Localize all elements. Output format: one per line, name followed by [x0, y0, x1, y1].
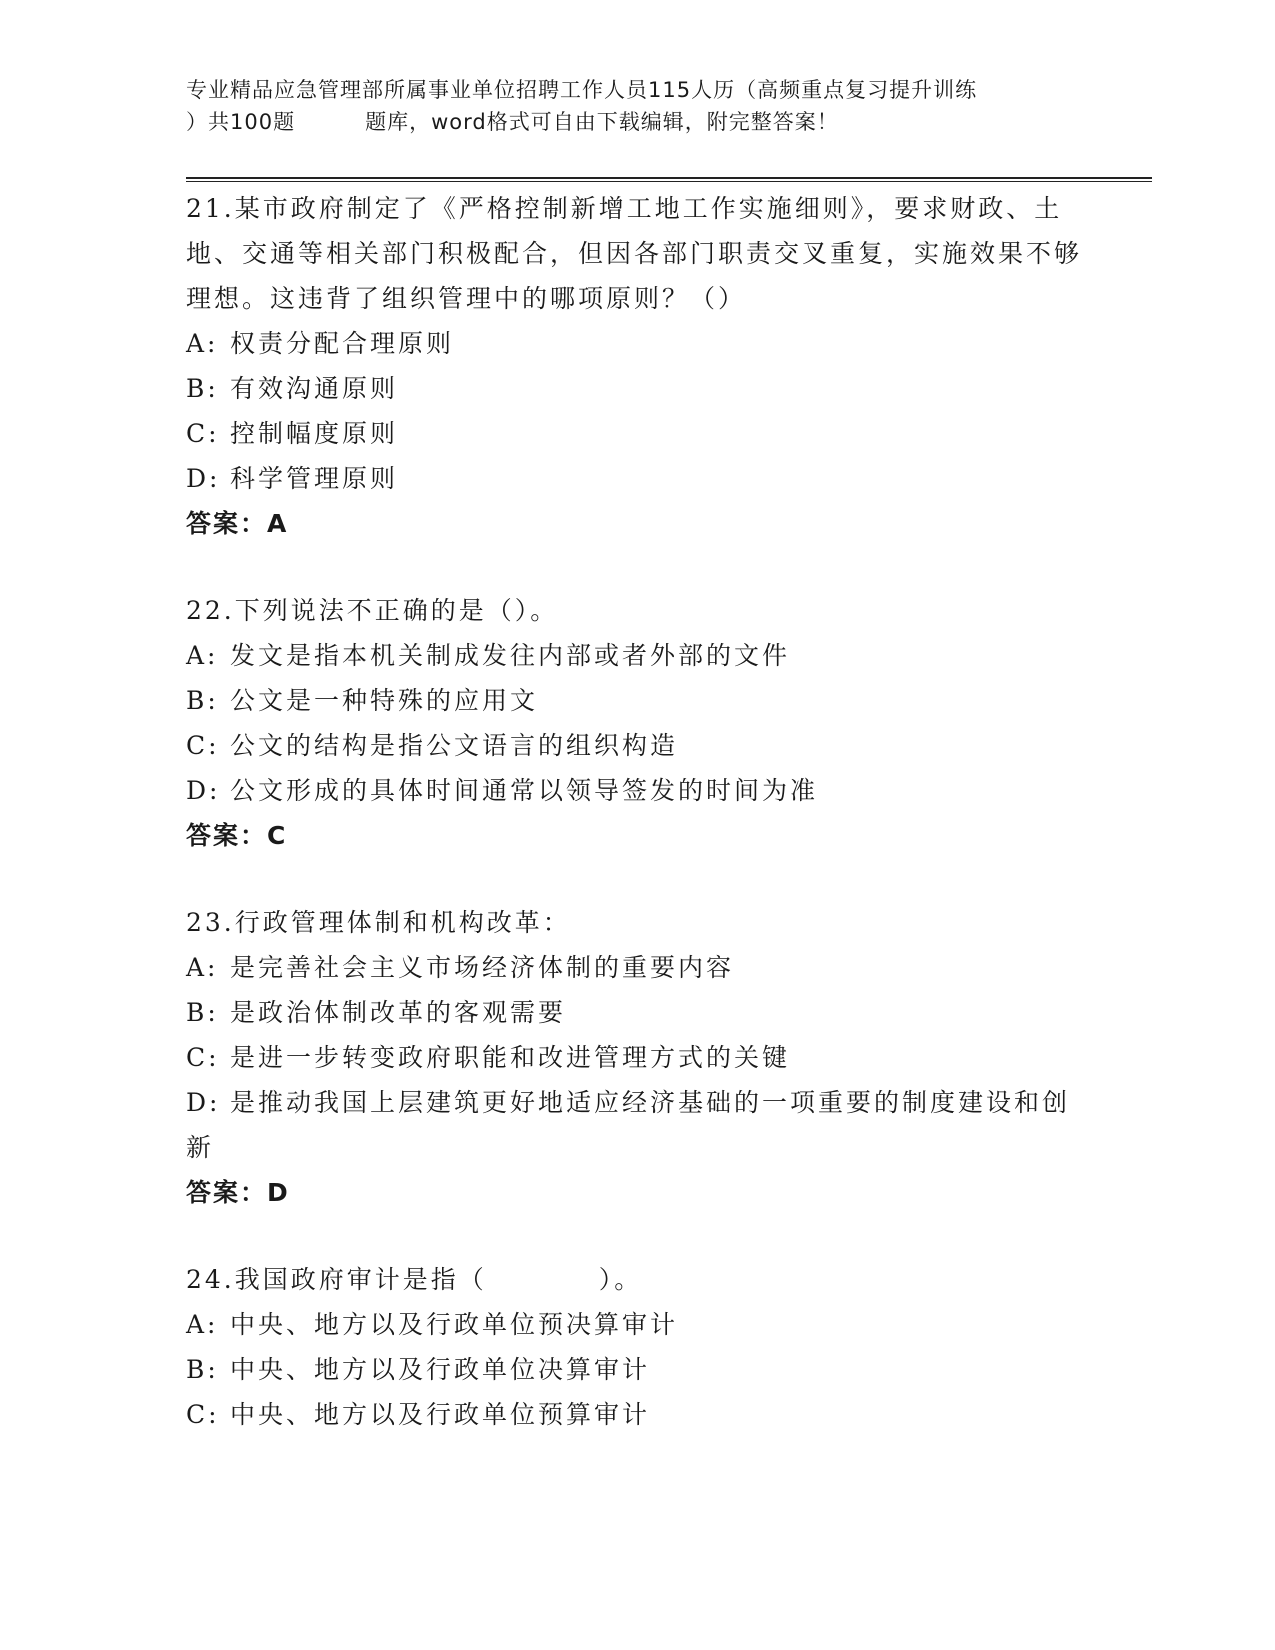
option-letter: D: [186, 776, 221, 805]
question-21 [186, 186, 1086, 546]
option-text: 中央、地方以及行政单位预决算审计 [230, 1310, 679, 1339]
option-d [186, 768, 1086, 813]
option-a [186, 945, 1086, 990]
question-list [186, 186, 1086, 1479]
question-23 [186, 900, 1086, 1215]
option-letter: C: [186, 1043, 220, 1072]
question-24 [186, 1257, 1086, 1437]
option-text: 公文形成的具体时间通常以领导签发的时间为准 [230, 776, 819, 805]
option-letter: A: [186, 953, 219, 982]
answer-label: 答案：A [186, 509, 289, 538]
option-text: 有效沟通原则 [230, 374, 399, 403]
page-header [186, 74, 1086, 138]
option-text: 中央、地方以及行政单位决算审计 [230, 1355, 651, 1384]
answer-label: 答案：C [186, 821, 288, 850]
header-title-line1: 专业精品应急管理部所属事业单位招聘工作人员115人历（高频重点复习提升训练 [186, 78, 978, 102]
option-c [186, 1392, 1086, 1437]
option-letter: B: [186, 1355, 219, 1384]
option-d [186, 1080, 1086, 1170]
option-text: 控制幅度原则 [230, 419, 399, 448]
header-question-count: ）共100题 [186, 110, 296, 134]
option-letter: A: [186, 1310, 219, 1339]
option-letter: B: [186, 374, 219, 403]
option-c [186, 723, 1086, 768]
answer-label: 答案：D [186, 1178, 290, 1207]
option-letter: C: [186, 1400, 220, 1429]
option-c [186, 1035, 1086, 1080]
question-22 [186, 588, 1086, 858]
option-text: 公文的结构是指公文语言的组织构造 [230, 731, 679, 760]
option-b [186, 678, 1086, 723]
header-description: 题库，word格式可自由下载编辑，附完整答案！ [365, 110, 839, 134]
option-letter: B: [186, 998, 219, 1027]
option-text: 是推动我国上层建筑更好地适应经济基础的一项重要的制度建设和创新 [186, 1088, 1071, 1162]
option-letter: C: [186, 419, 220, 448]
option-a [186, 321, 1086, 366]
option-text: 权责分配合理原则 [230, 329, 455, 358]
option-b [186, 990, 1086, 1035]
option-text: 科学管理原则 [230, 464, 399, 493]
option-letter: A: [186, 641, 219, 670]
option-b [186, 1347, 1086, 1392]
header-divider [186, 177, 1152, 182]
question-stem: 24.我国政府审计是指（ ）。 [186, 1265, 643, 1294]
option-c [186, 411, 1086, 456]
question-stem: 23.行政管理体制和机构改革： [186, 908, 571, 937]
option-text: 发文是指本机关制成发往内部或者外部的文件 [230, 641, 791, 670]
option-a [186, 633, 1086, 678]
option-letter: A: [186, 329, 219, 358]
question-stem: 22.下列说法不正确的是（）。 [186, 596, 559, 625]
option-text: 是进一步转变政府职能和改进管理方式的关键 [230, 1043, 791, 1072]
option-text: 是完善社会主义市场经济体制的重要内容 [230, 953, 735, 982]
option-letter: D: [186, 1088, 221, 1117]
option-letter: C: [186, 731, 220, 760]
option-text: 公文是一种特殊的应用文 [230, 686, 539, 715]
option-text: 是政治体制改革的客观需要 [230, 998, 567, 1027]
question-stem: 21.某市政府制定了《严格控制新增工地工作实施细则》，要求财政、土地、交通等相关部门积极配合，但因各部门职责交叉重复，实施效果不够理想。这违背了组织管理中的哪项原则？（） [186, 194, 1083, 313]
option-d [186, 456, 1086, 501]
option-text: 中央、地方以及行政单位预算审计 [230, 1400, 651, 1429]
option-letter: B: [186, 686, 219, 715]
option-b [186, 366, 1086, 411]
option-a [186, 1302, 1086, 1347]
header-title-line2 [186, 106, 1086, 138]
option-letter: D: [186, 464, 221, 493]
